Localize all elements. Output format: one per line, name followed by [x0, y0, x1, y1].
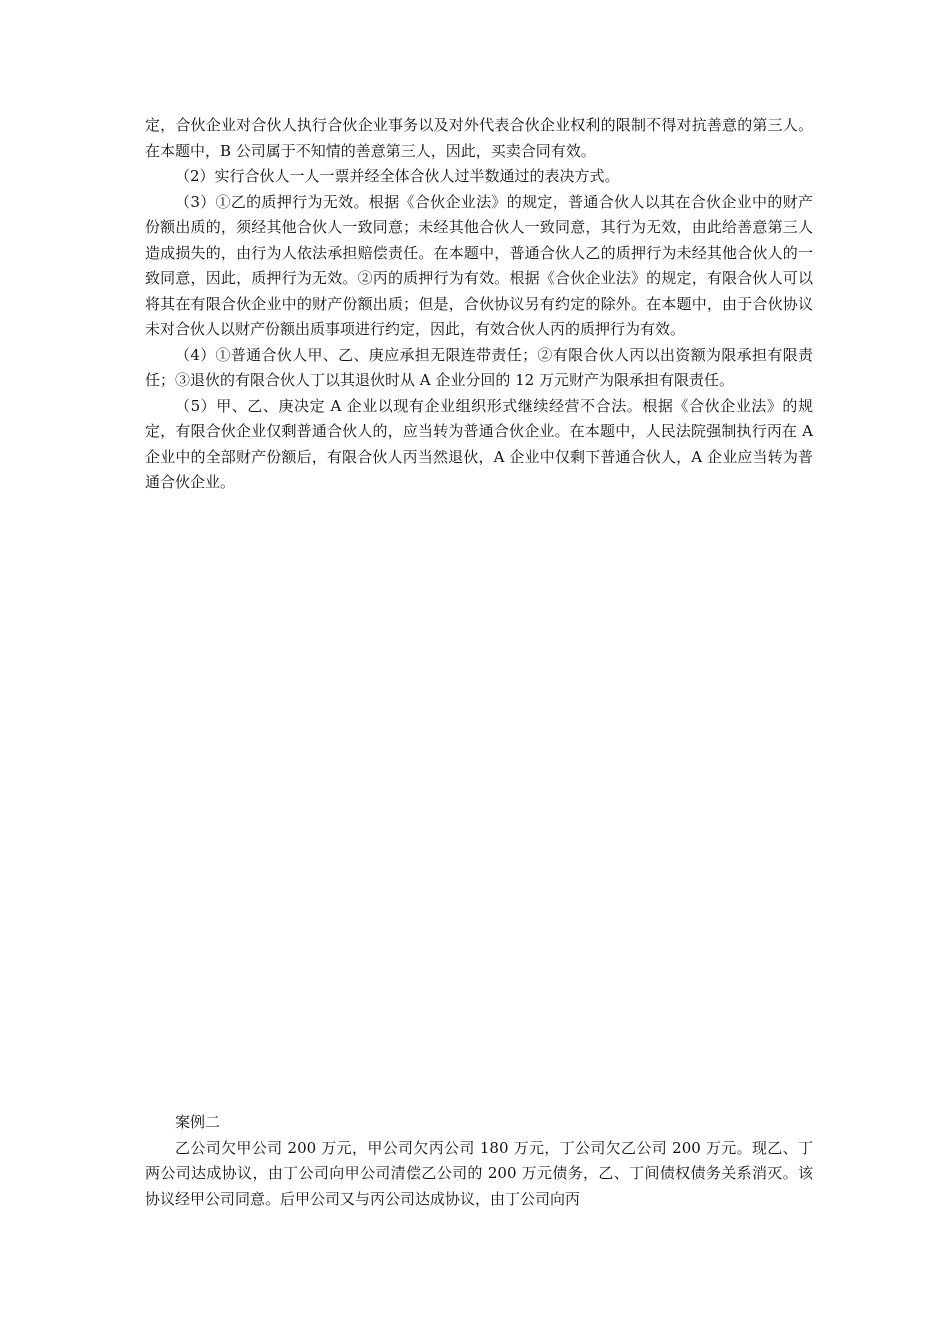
paragraph-continuation: 定，合伙企业对合伙人执行合伙企业事务以及对外代表合伙企业权利的限制不得对抗善意的第三人。在本题中，B 公司属于不知情的善意第三人，因此，买卖合同有效。: [145, 116, 813, 160]
case-heading: 案例二: [175, 1113, 221, 1131]
paragraph-answer-3: （3）①乙的质押行为无效。根据《合伙企业法》的规定，普通合伙人以其在合伙企业中的财产份额出质的，须经其他合伙人一致同意；未经其他合伙人一致同意，其行为无效，由此给善意第三人造成损失的，由行为人依法承担赔偿责任。在本题中，普通合伙人乙的质押行为未经其他合伙人的一致同意，因此，质押行为无效。②丙的质押行为有效。根据《合伙企业法》的规定，有限合伙人可以将其在有限合伙企业中的财产份额出质；但是，合伙协议另有约定的除外。在本题中，由于合伙协议未对合伙人以财产份额出质事项进行约定，因此，有效合伙人丙的质押行为有效。: [145, 192, 813, 338]
paragraph-answer-5: （5）甲、乙、庚决定 A 企业以现有企业组织形式继续经营不合法。根据《合伙企业法》的规定，有限合伙企业仅剩普通合伙人的，应当转为普通合伙企业。在本题中，人民法院强制执行丙在 A 企业中的全部财产份额后，有限合伙人丙当然退伙，A 企业中仅剩下普通合伙人，A 企业应当转为普通合伙企业。: [145, 396, 813, 491]
case-two-section: [145, 1110, 813, 1212]
paragraph-answer-4: （4）①普通合伙人甲、乙、庚应承担无限连带责任；②有限合伙人丙以出资额为限承担有限责任；③退伙的有限合伙人丁以其退伙时从 A 企业分回的 12 万元财产为限承担有限责任。: [145, 345, 813, 389]
case-paragraph: 乙公司欠甲公司 200 万元，甲公司欠丙公司 180 万元，丁公司欠乙公司 200 万元。现乙、丁两公司达成协议，由丁公司向甲公司清偿乙公司的 200 万元债务，乙、丁间债权债务关系消灭。该协议经甲公司同意。后甲公司又与丙公司达成协议，由丁公司向丙: [145, 1138, 813, 1208]
answer-section: [145, 113, 813, 496]
paragraph-answer-2: （2）实行合伙人一人一票并经全体合伙人过半数通过的表决方式。: [175, 167, 620, 185]
